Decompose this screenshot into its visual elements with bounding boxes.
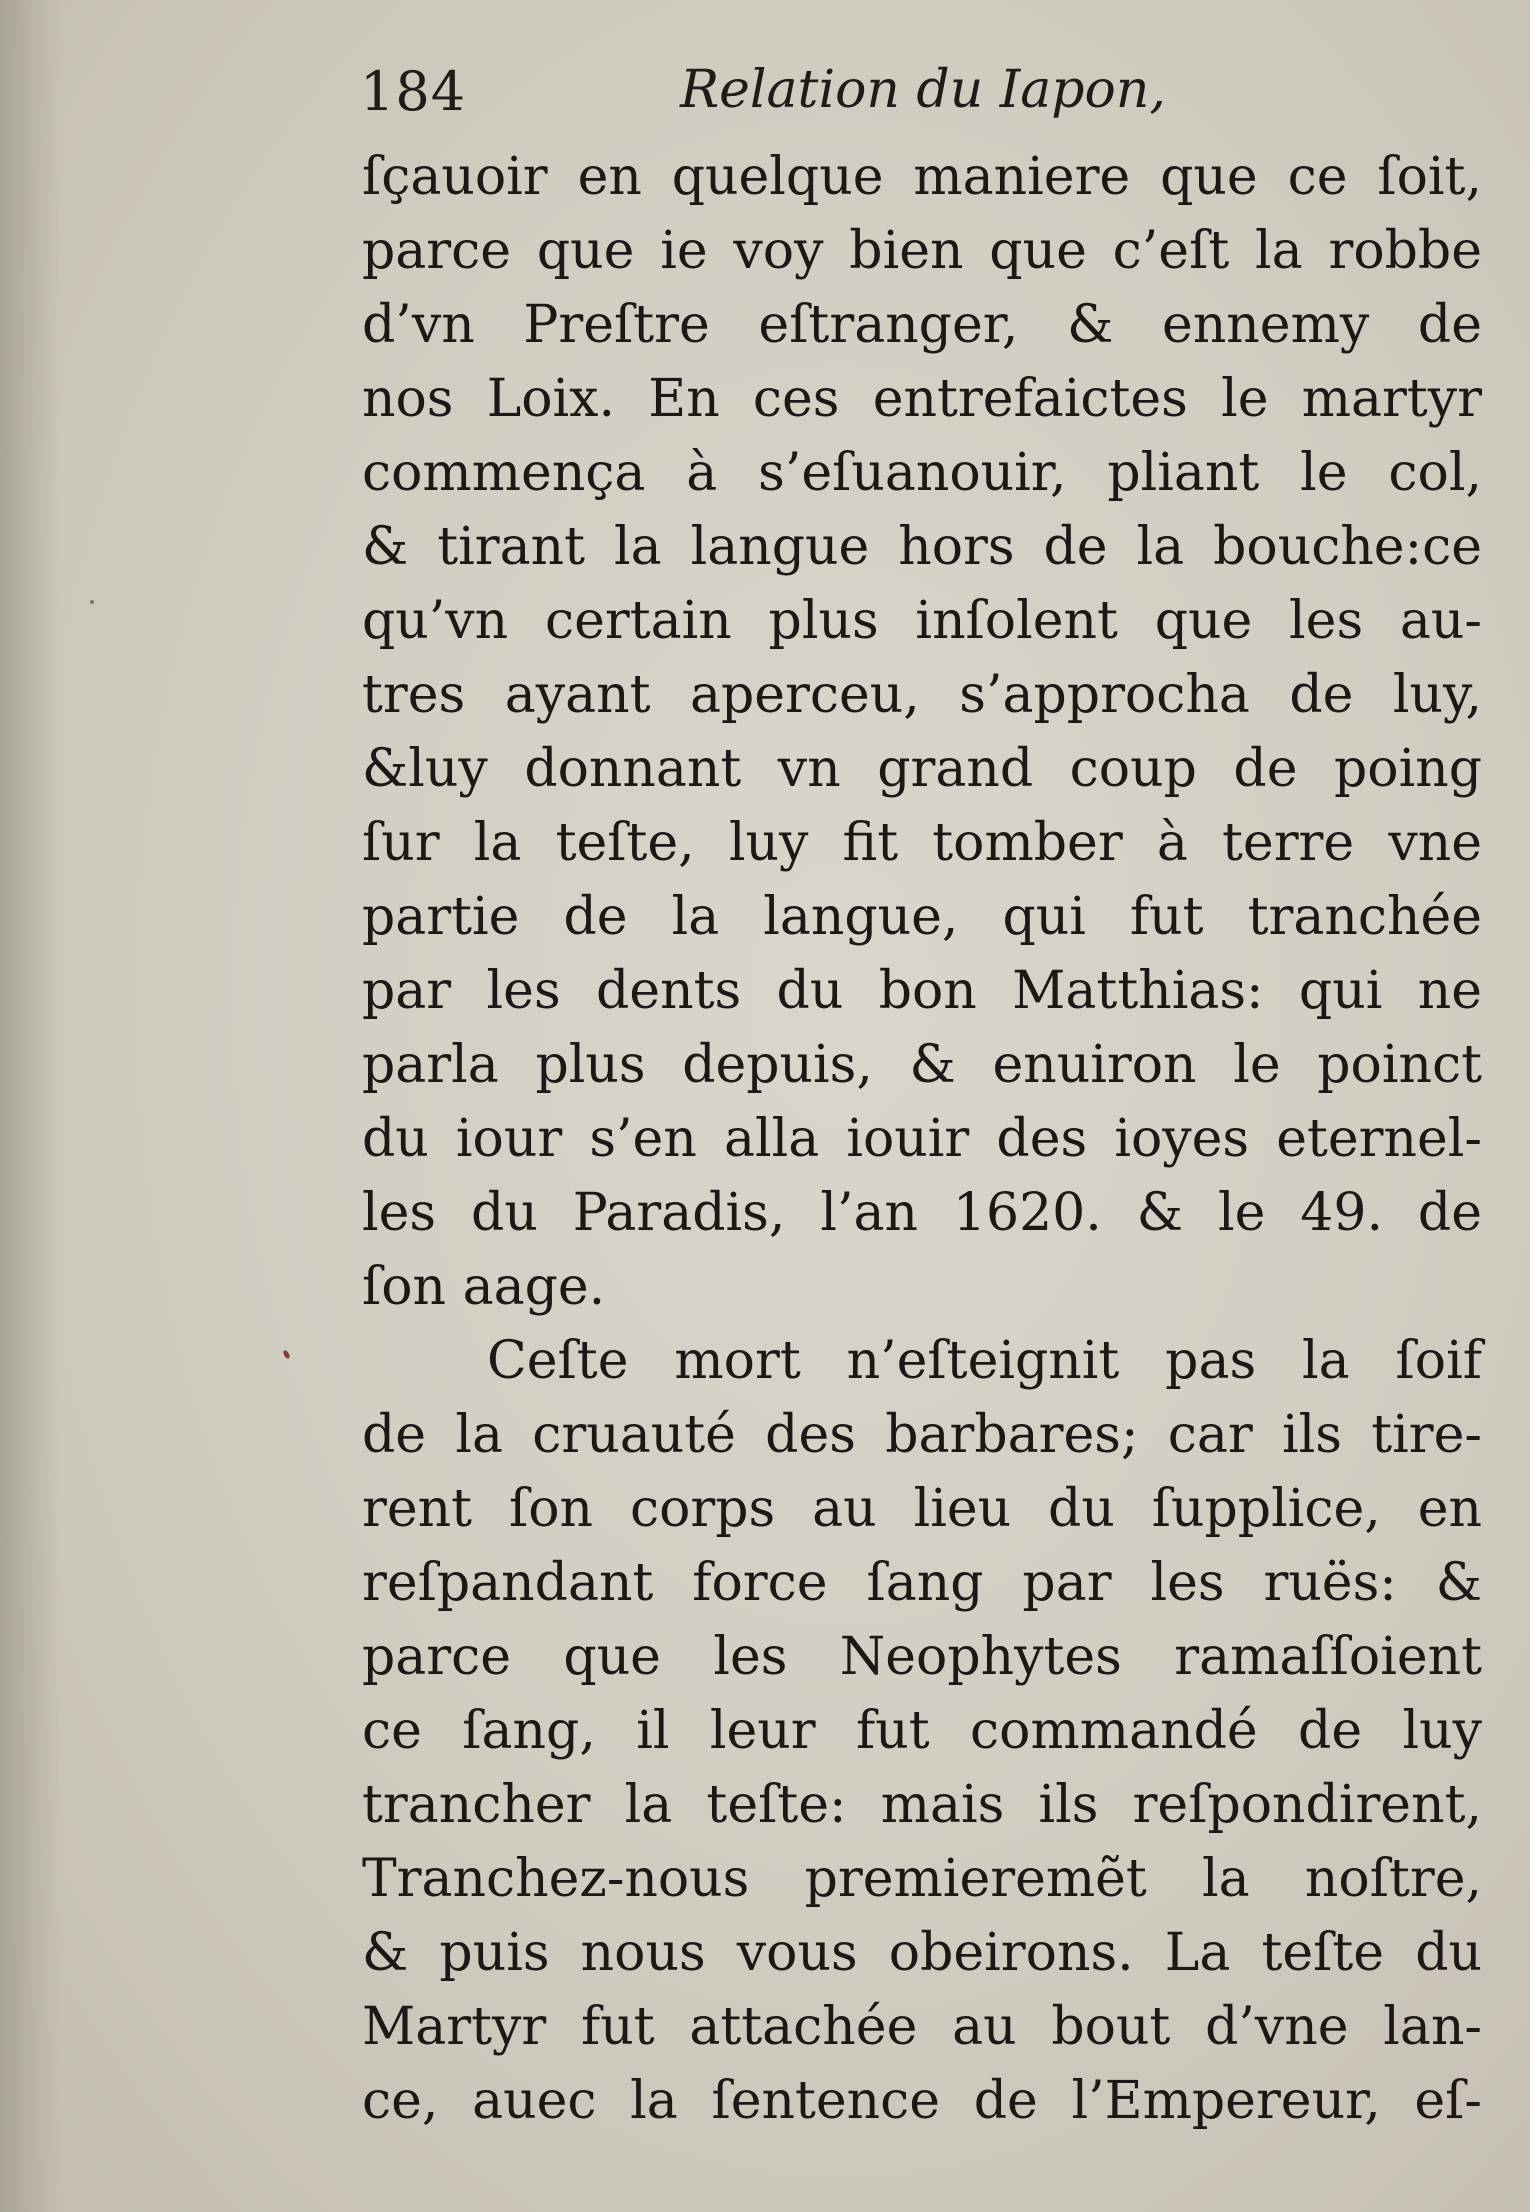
text-line: rent ſon corps au lieu du ſupplice, en (362, 1479, 1482, 1539)
text-block (362, 140, 1482, 2138)
paper-speck (90, 600, 94, 604)
text-line: ſur la teſte, luy fit tomber à terre vne (362, 813, 1482, 873)
text-line: par les dents du bon Matthias: qui ne (362, 961, 1482, 1021)
text-line: les du Paradis, l’an 1620. & le 49. de (362, 1183, 1482, 1243)
text-line: &luy donnant vn grand coup de poing (362, 739, 1482, 799)
text-line: & tirant la langue hors de la bouche:ce (362, 517, 1482, 577)
text-line: ſon aage. (362, 1257, 606, 1317)
running-head (360, 52, 1480, 142)
text-line: partie de la langue, qui fut tranchée (362, 887, 1482, 947)
text-line: Tranchez-nous premieremẽt la noſtre, (362, 1849, 1482, 1909)
text-line: tres ayant aperceu, s’approcha de luy, (362, 665, 1482, 725)
text-line: & puis nous vous obeirons. La teſte du (362, 1923, 1482, 1983)
text-line: nos Loix. En ces entrefaictes le martyr (362, 369, 1482, 429)
text-line: reſpandant force ſang par les ruës: & (362, 1553, 1482, 1613)
ink-spot (282, 1349, 291, 1359)
text-line: parce que ie voy bien que c’eſt la robbe (362, 221, 1482, 281)
text-line: ce ſang, il leur fut commandé de luy (362, 1701, 1482, 1761)
paragraph-2 (362, 1324, 1482, 2138)
gutter-shadow (0, 0, 60, 2212)
text-line: Ceſte mort n’eſteignit pas la ſoif (487, 1331, 1482, 1391)
running-title: Relation du Iapon, (680, 60, 1166, 120)
text-line: Martyr fut attachée au bout d’vne lan- (362, 1997, 1482, 2057)
text-line: de la cruauté des barbares; car ils tire- (362, 1405, 1482, 1465)
text-line: parce que les Neophytes ramaſſoient (362, 1627, 1482, 1687)
text-line: trancher la teſte: mais ils reſpondirent, (362, 1775, 1482, 1835)
text-line: parla plus depuis, & enuiron le poinct (362, 1035, 1482, 1095)
text-line: d’vn Preſtre eſtranger, & ennemy de (362, 295, 1482, 355)
text-line: ſçauoir en quelque maniere que ce ſoit, (362, 147, 1482, 207)
paragraph-1 (362, 140, 1482, 1324)
text-line: qu’vn certain plus inſolent que les au- (362, 591, 1482, 651)
text-line: ce, auec la ſentence de l’Empereur, eſ- (362, 2071, 1482, 2131)
text-line: du iour s’en alla iouir des ioyes eternel- (362, 1109, 1482, 1169)
text-line: commença à s’eſuanouir, pliant le col, (362, 443, 1482, 503)
page-number: 184 (360, 60, 467, 123)
